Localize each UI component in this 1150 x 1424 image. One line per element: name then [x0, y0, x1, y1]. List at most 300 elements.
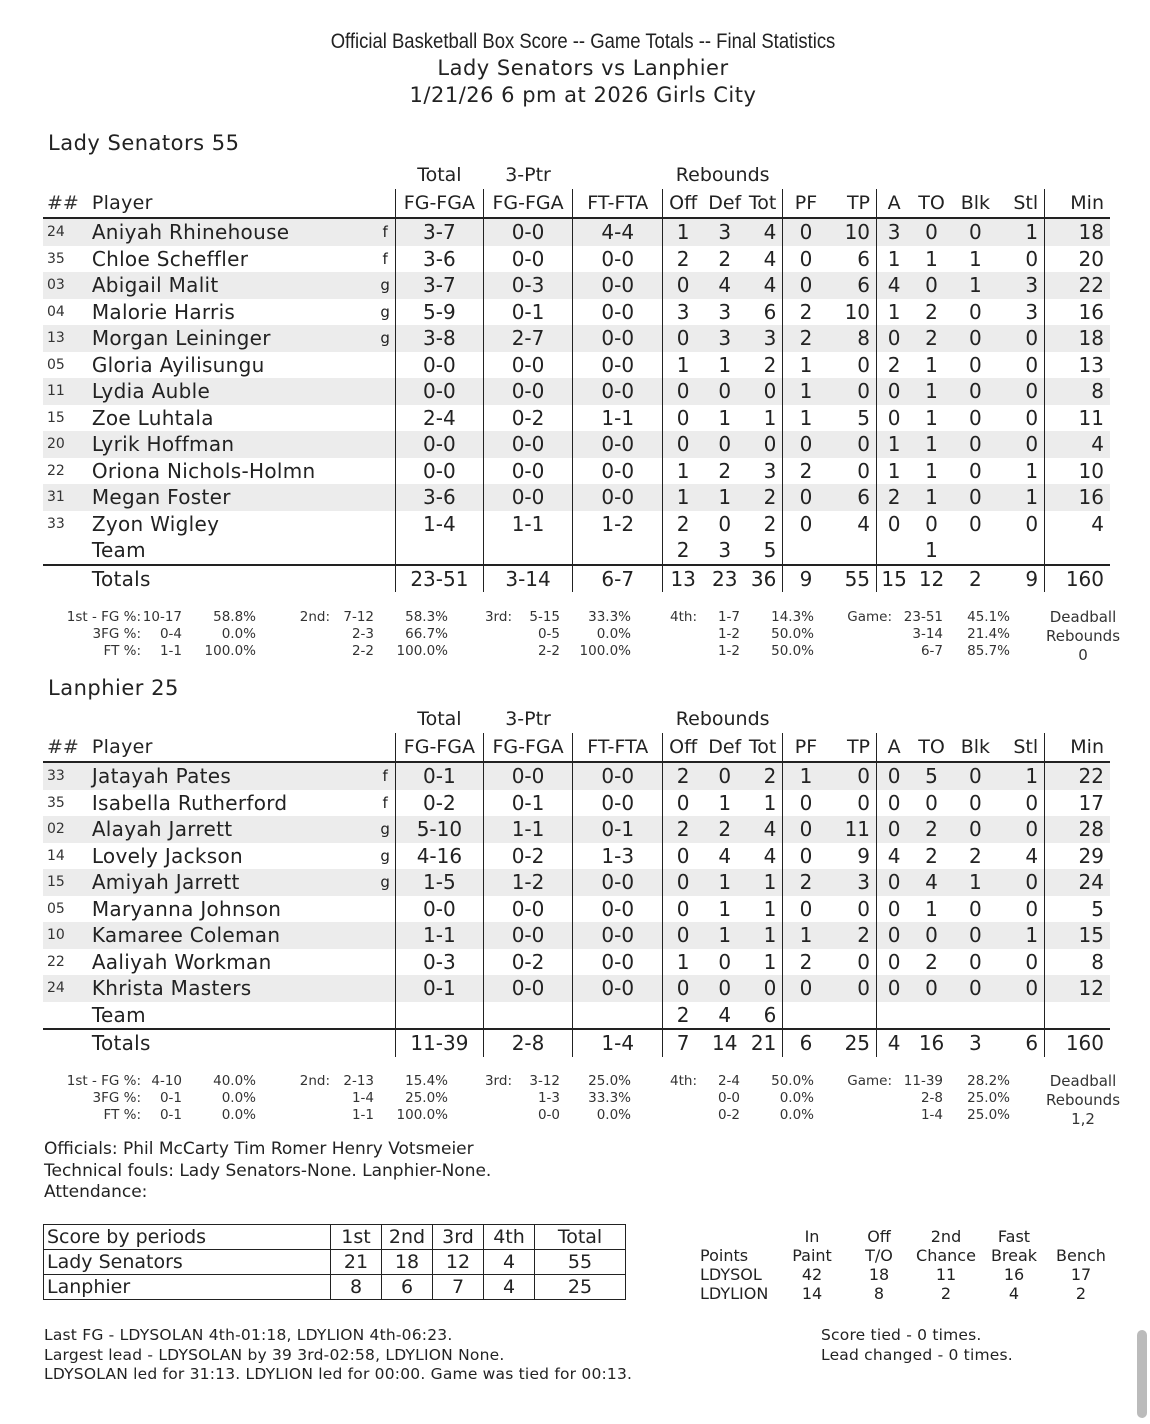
- team-rebounds-row: [43, 1002, 1110, 1030]
- stat-ft: 4-4: [573, 218, 663, 246]
- stat-blk: 0: [952, 484, 999, 511]
- column-header-tot: Tot: [746, 189, 783, 218]
- pct-value: 0-0: [537, 1107, 560, 1123]
- player-number: 24: [43, 975, 88, 1002]
- stat-pos: f: [375, 218, 395, 246]
- points-cell: [1046, 1227, 1116, 1246]
- stat-to: 2: [925, 299, 938, 324]
- stat-tot: 2: [763, 352, 777, 377]
- column-header-min: Min: [1045, 733, 1110, 762]
- pct-value: 2-2: [351, 643, 374, 659]
- pct-value: 3FG %:: [92, 1090, 141, 1106]
- stat-tp3: 0-0: [483, 246, 573, 273]
- points-cell: 4: [1008, 1284, 1020, 1303]
- group-rebounds-header: Rebounds: [675, 164, 770, 186]
- stat-stl: 0: [999, 869, 1045, 896]
- total-off: 7: [663, 1029, 704, 1057]
- deadball-line: Deadball: [1049, 1072, 1117, 1090]
- total-a: 4: [877, 1029, 912, 1057]
- stat-min: 11: [1045, 405, 1110, 432]
- stat-min: 4: [1045, 431, 1110, 458]
- stat-def: 3: [703, 218, 746, 246]
- total-fg: 23-51: [396, 565, 484, 593]
- player-row: [43, 511, 1110, 538]
- stat-tp: 10: [829, 218, 877, 246]
- stat-fg: 3-7: [396, 218, 484, 246]
- stat-stl: 3: [999, 272, 1045, 299]
- stat-pos: g: [375, 325, 395, 352]
- stat-tot: 1: [763, 949, 777, 974]
- stat-ft: 0-0: [573, 869, 663, 896]
- stat-a: 0: [877, 949, 912, 976]
- stat-tot: 4: [763, 246, 777, 271]
- column-header-tp: TP: [829, 733, 877, 762]
- stat-tp: 0: [857, 790, 871, 815]
- stat-min: 12: [1045, 975, 1110, 1002]
- player-number: 20: [43, 431, 88, 458]
- stat-tp: 0: [857, 352, 871, 377]
- stat-pos: g: [375, 272, 395, 299]
- stat-off: 0: [663, 896, 704, 923]
- pct-value: 0-5: [537, 626, 560, 642]
- stat-to: 1: [925, 246, 938, 271]
- player-row: [43, 949, 1110, 976]
- stat-tot: 2: [763, 511, 777, 536]
- total-blk: 2: [968, 566, 982, 591]
- stat-def: 1: [718, 352, 732, 377]
- pct-value: Game:: [847, 1073, 892, 1089]
- stat-tp3: 0-0: [483, 431, 573, 458]
- stat-a: 4: [877, 272, 912, 299]
- stat-tot: 4: [746, 218, 783, 246]
- stat-min: 24: [1045, 869, 1110, 896]
- pct-value: 1-3: [537, 1090, 560, 1106]
- stat-def: 1: [703, 869, 746, 896]
- stat-tp3: 0-1: [483, 299, 573, 326]
- pct-value: 3FG %:: [92, 626, 141, 642]
- stat-to: 2: [911, 816, 952, 843]
- player-row: [43, 431, 1110, 458]
- pct-value: [650, 626, 697, 643]
- stat-stl: 0: [1025, 352, 1039, 377]
- period-score: 21: [331, 1250, 382, 1275]
- stat-stl: 1: [999, 922, 1045, 949]
- stat-tot: 1: [763, 896, 777, 921]
- player-row: [43, 975, 1110, 1002]
- player-number: 22: [47, 953, 65, 970]
- column-header-ft: FT-FTA: [573, 189, 663, 218]
- stat-to: 5: [911, 762, 952, 790]
- last-fg-line: Last FG - LDYSOLAN 4th-01:18, LDYLION 4th-06:23.: [44, 1326, 453, 1344]
- total-stl: 9: [1025, 566, 1039, 591]
- player-number: 15: [47, 409, 65, 426]
- stat-a: 1: [877, 431, 912, 458]
- stat-tp: 3: [829, 869, 877, 896]
- stat-off: 0: [663, 975, 704, 1002]
- stat-to: 1: [925, 458, 938, 483]
- pct-value: 45.1%: [967, 609, 1010, 625]
- stat-off: 1: [663, 458, 704, 485]
- period-2-header: 2nd: [382, 1225, 433, 1250]
- stat-pf: 0: [783, 816, 829, 843]
- pct-value: 2-3: [351, 626, 374, 642]
- pct-value: 14.3%: [771, 609, 814, 625]
- pct-column: [465, 1073, 512, 1124]
- deadball-line: Rebounds: [1045, 1091, 1121, 1109]
- group-3ptr-header: 3-Ptr: [505, 708, 551, 730]
- stat-fg: 1-5: [396, 869, 484, 896]
- stat-ft: 0-0: [573, 484, 663, 511]
- stat-a: 0: [877, 896, 912, 923]
- stat-tp3: 0-0: [483, 352, 573, 379]
- total-tp: 55: [844, 566, 871, 591]
- pct-value: 15.4%: [405, 1073, 448, 1089]
- stat-pos: [375, 352, 395, 379]
- stat-blk: 0: [952, 431, 999, 458]
- column-header-blk: Blk: [952, 733, 999, 762]
- team-num: [43, 537, 88, 565]
- total-fg: 11-39: [396, 1029, 484, 1057]
- stat-min: 16: [1045, 484, 1110, 511]
- column-header-stl: Stl: [999, 189, 1045, 218]
- total-ft: 6-7: [573, 565, 663, 593]
- player-number: 14: [47, 847, 65, 864]
- stat-stl: 0: [999, 431, 1045, 458]
- player-name: Aniyah Rhinehouse: [88, 218, 375, 246]
- pct-value: [830, 643, 892, 660]
- led-for-line: LDYSOLAN led for 31:13. LDYLION led for 00:00. Game was tied for 00:13.: [44, 1365, 633, 1383]
- pct-value: 50.0%: [771, 1073, 814, 1089]
- stat-ft: 0-0: [573, 975, 663, 1002]
- period-score: 8: [331, 1275, 382, 1300]
- total-pf: 6: [783, 1029, 829, 1057]
- column-header-tot: Tot: [746, 733, 783, 762]
- pct-column: [378, 1073, 448, 1124]
- team-title-home: Lady Senators 55: [48, 131, 240, 155]
- stat-tp3: 2-7: [483, 325, 573, 352]
- stat-stl: 0: [1025, 790, 1039, 815]
- stat-tot: 0: [746, 975, 783, 1002]
- stat-tp: 0: [857, 896, 871, 921]
- stat-min: 10: [1045, 458, 1110, 485]
- stat-ft: 0-0: [573, 896, 663, 923]
- player-row: [43, 325, 1110, 352]
- column-header-min: Min: [1045, 189, 1110, 218]
- player-number: 05: [47, 356, 65, 373]
- stat-a: 0: [877, 378, 912, 405]
- pct-value: 0-4: [159, 626, 182, 642]
- team-ft: [573, 1002, 663, 1030]
- stat-def: 4: [718, 843, 732, 868]
- team-off: 2: [663, 1002, 704, 1030]
- stat-a: 0: [877, 975, 912, 1002]
- pct-column: [830, 609, 892, 660]
- stat-blk: 0: [952, 218, 999, 246]
- pct-value: 25.0%: [588, 1073, 631, 1089]
- pct-column: [946, 1073, 1010, 1124]
- period-total: 25: [535, 1275, 626, 1300]
- vertical-scrollbar[interactable]: [1137, 1330, 1147, 1418]
- pct-value: 50.0%: [771, 643, 814, 659]
- player-row: [43, 272, 1110, 299]
- stat-pos: [375, 378, 395, 405]
- stat-off: 1: [663, 352, 704, 379]
- period-1-header: 1st: [331, 1225, 382, 1250]
- stat-def: 0: [703, 975, 746, 1002]
- points-cell: 2nd: [930, 1227, 962, 1246]
- pct-value: 1st - FG %:: [66, 609, 141, 625]
- column-header-tp3: FG-FGA: [483, 189, 573, 218]
- column-header-pf: PF: [783, 189, 829, 218]
- column-header-name: Player: [88, 189, 375, 218]
- pct-value: 3-14: [912, 626, 943, 642]
- points-col-bench: [1046, 1227, 1116, 1303]
- stat-to: 4: [911, 869, 952, 896]
- period-score: 18: [382, 1250, 433, 1275]
- pct-value: 6-7: [920, 643, 943, 659]
- player-number: 15: [43, 869, 88, 896]
- points-cell: LDYSOL: [700, 1265, 762, 1284]
- stat-ft: 0-0: [573, 272, 663, 299]
- stat-blk: 0: [952, 378, 999, 405]
- points-col-fast_break: [984, 1227, 1044, 1303]
- pct-value: 0-1: [159, 1090, 182, 1106]
- stat-pos: [375, 405, 395, 432]
- stat-to: 1: [925, 352, 938, 377]
- points-cell: Chance: [916, 1246, 976, 1265]
- points-cell: 42: [801, 1265, 823, 1284]
- stat-ft: 0-0: [573, 352, 663, 379]
- stat-tot: 6: [763, 299, 777, 324]
- pct-value: 100.0%: [579, 643, 631, 659]
- stat-fg: 3-6: [396, 246, 484, 273]
- stat-fg: 0-0: [396, 378, 484, 405]
- player-row: [43, 405, 1110, 432]
- stat-blk: 0: [968, 949, 982, 974]
- stat-pf: 0: [783, 484, 829, 511]
- player-name: Zoe Luhtala: [91, 405, 214, 430]
- stat-tp3: 1-1: [483, 511, 573, 538]
- player-name: Lydia Auble: [88, 378, 375, 405]
- player-row: [43, 352, 1110, 379]
- stat-min: 15: [1045, 922, 1110, 949]
- team-a: [877, 1002, 912, 1030]
- stat-blk: 0: [952, 325, 999, 352]
- pct-value: 2-4: [717, 1073, 740, 1089]
- team-title-visitor: Lanphier 25: [48, 676, 179, 700]
- total-blk: 3: [968, 1031, 982, 1056]
- deadball-rebounds: [1035, 1072, 1131, 1129]
- pct-value: 40.0%: [213, 1073, 256, 1089]
- pct-value: 1-4: [920, 1107, 943, 1123]
- stat-fg: 3-6: [396, 484, 484, 511]
- total-ft: 1-4: [573, 1029, 663, 1057]
- stat-stl: 1: [999, 484, 1045, 511]
- stat-tp: 5: [857, 405, 871, 430]
- stat-stl: 4: [1025, 843, 1039, 868]
- stat-off: 0: [663, 869, 704, 896]
- stat-pos: [375, 975, 395, 1002]
- stat-min: 13: [1045, 352, 1110, 379]
- stat-blk: 0: [968, 299, 982, 324]
- stat-pf: 1: [783, 922, 829, 949]
- stat-pos: [375, 484, 395, 511]
- stat-ft: 0-0: [573, 325, 663, 352]
- stat-fg: 0-0: [396, 896, 484, 923]
- player-row: [43, 790, 1110, 817]
- pct-column: [280, 1073, 330, 1124]
- stat-def: 3: [718, 299, 732, 324]
- stat-pf: 0: [783, 843, 829, 870]
- pct-column: [744, 1073, 814, 1124]
- stat-tp: 0: [829, 762, 877, 790]
- stat-tp: 0: [857, 458, 871, 483]
- spacer: [43, 705, 396, 733]
- stat-blk: 1: [952, 272, 999, 299]
- stat-tp3: 0-0: [483, 458, 573, 485]
- stat-blk: 0: [968, 511, 982, 536]
- totals-row: [43, 565, 1110, 593]
- stat-blk: 1: [968, 246, 982, 271]
- player-row: [43, 458, 1110, 485]
- total-a: 15: [877, 565, 912, 593]
- player-name: Jatayah Pates: [88, 762, 375, 790]
- stat-stl: 0: [1025, 949, 1039, 974]
- player-row: [43, 378, 1110, 405]
- stat-def: 0: [718, 949, 732, 974]
- pct-value: 2nd:: [299, 609, 330, 625]
- group-header-row: [43, 705, 1110, 733]
- player-row: [43, 896, 1110, 923]
- player-name: Lovely Jackson: [91, 843, 244, 868]
- stat-tp: 0: [829, 431, 877, 458]
- matchup-title: Lady Senators vs Lanphier: [437, 56, 729, 80]
- stat-def: 0: [703, 762, 746, 790]
- stat-a: 0: [877, 762, 912, 790]
- stat-def: 0: [718, 511, 732, 536]
- stat-pos: [375, 922, 395, 949]
- stat-tot: 0: [746, 378, 783, 405]
- group-rebounds-header: Rebounds: [675, 708, 770, 730]
- pct-value: [465, 1107, 512, 1124]
- stat-pos: [375, 431, 395, 458]
- stat-tp: 10: [844, 299, 871, 324]
- points-cell: 11: [935, 1265, 957, 1284]
- pct-value: 33.3%: [588, 1090, 631, 1106]
- pct-column: [744, 609, 814, 660]
- period-score: 6: [382, 1275, 433, 1300]
- stat-ft: 0-0: [573, 949, 663, 976]
- stat-blk: 0: [952, 975, 999, 1002]
- stat-off: 1: [663, 484, 704, 511]
- stat-min: 16: [1045, 299, 1110, 326]
- group-total-header: Total: [417, 164, 462, 186]
- team-name: Team: [88, 537, 375, 565]
- group-header-row: [43, 161, 1110, 189]
- team-name: Team: [88, 1002, 375, 1030]
- team-min: [1045, 1002, 1110, 1030]
- player-number: 04: [47, 303, 65, 320]
- stat-a: 0: [877, 325, 912, 352]
- totals-row: [43, 1029, 1110, 1057]
- stat-tp3: 0-2: [483, 949, 573, 976]
- stat-tot: 4: [746, 272, 783, 299]
- stat-ft: 0-0: [573, 299, 663, 326]
- stat-pf: 0: [783, 272, 829, 299]
- pct-value: 4-10: [151, 1073, 182, 1089]
- stat-pf: 0: [783, 218, 829, 246]
- pct-value: 0.0%: [779, 1090, 814, 1106]
- stat-tot: 2: [746, 484, 783, 511]
- player-row: [43, 869, 1110, 896]
- stat-min: 29: [1045, 843, 1110, 870]
- stat-def: 1: [718, 790, 732, 815]
- period-score: 4: [484, 1250, 535, 1275]
- pct-value: [650, 1090, 697, 1107]
- points-cell: [700, 1227, 780, 1246]
- pct-column: [330, 1073, 374, 1124]
- stat-def: 1: [718, 405, 732, 430]
- stat-tp3: 0-3: [483, 272, 573, 299]
- stat-to: 1: [911, 378, 952, 405]
- pct-column: [186, 1073, 256, 1124]
- stat-a: 3: [877, 218, 912, 246]
- points-cell: 17: [1070, 1265, 1092, 1284]
- periods-team: Lady Senators: [44, 1250, 331, 1275]
- stat-tot: 4: [763, 843, 777, 868]
- pct-value: 0.0%: [596, 626, 631, 642]
- deadball-line: 0: [1078, 646, 1088, 664]
- pct-value: 3-12: [529, 1073, 560, 1089]
- team-blk: [952, 537, 999, 565]
- team-num: [43, 1002, 88, 1030]
- stat-fg: 0-2: [396, 790, 484, 817]
- stat-min: 22: [1045, 272, 1110, 299]
- stat-min: 4: [1045, 511, 1110, 538]
- stat-stl: 0: [999, 325, 1045, 352]
- stat-blk: 2: [968, 843, 982, 868]
- deadball-line: 1,2: [1071, 1110, 1095, 1128]
- stat-tp: 4: [857, 511, 871, 536]
- stat-off: 1: [663, 218, 704, 246]
- stat-fg: 1-4: [396, 511, 484, 538]
- stat-stl: 0: [999, 816, 1045, 843]
- pct-value: 11-39: [903, 1073, 943, 1089]
- column-header-off: Off: [663, 733, 704, 762]
- stat-blk: 0: [968, 405, 982, 430]
- spacer: [783, 161, 1110, 189]
- deadball-rebounds: [1035, 608, 1131, 665]
- pct-value: 100.0%: [396, 643, 448, 659]
- stat-def: 2: [718, 246, 732, 271]
- team-def: 3: [703, 537, 746, 565]
- stat-pf: 0: [783, 511, 829, 538]
- pct-value: 0.0%: [221, 1090, 256, 1106]
- stat-def: 4: [703, 272, 746, 299]
- pct-column: [650, 609, 697, 660]
- stat-tp: 8: [829, 325, 877, 352]
- pct-value: 4th:: [670, 609, 697, 625]
- stat-min: 8: [1045, 949, 1110, 976]
- column-header-pos: [375, 189, 395, 218]
- stat-stl: 3: [1025, 299, 1039, 324]
- stat-pos: g: [380, 302, 390, 321]
- lead-changed-line: Lead changed - 0 times.: [821, 1345, 1013, 1364]
- periods-label: Score by periods: [44, 1225, 331, 1250]
- team-ft: [573, 537, 663, 565]
- stat-off: 2: [663, 816, 704, 843]
- stat-stl: 0: [1025, 896, 1039, 921]
